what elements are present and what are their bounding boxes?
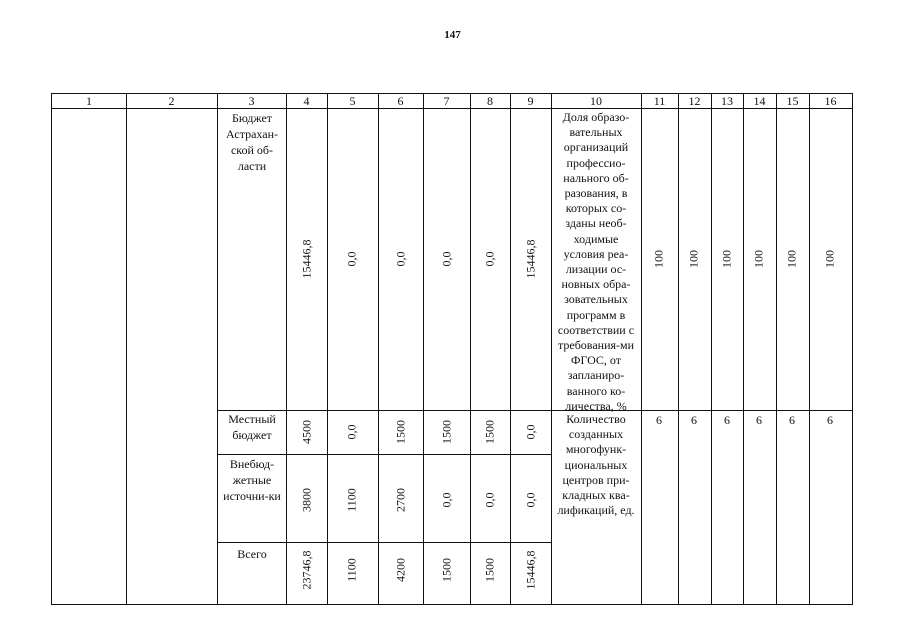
- budget-value: 0,0: [482, 492, 497, 508]
- header-cell: 15: [786, 94, 799, 108]
- header-cell: 4: [303, 94, 310, 108]
- col-divider: [217, 94, 218, 604]
- indicator-value: 100: [751, 250, 766, 268]
- header-cell: 6: [397, 94, 404, 108]
- header-cell: 12: [688, 94, 701, 108]
- funding-source: Внебюд-жетные источни-ки: [223, 457, 281, 503]
- budget-value: 0,0: [523, 492, 538, 508]
- budget-value: 3800: [299, 488, 314, 512]
- budget-value: 0,0: [523, 424, 538, 440]
- indicator-value: 6: [789, 413, 795, 427]
- col-divider: [286, 94, 287, 604]
- row-divider: [217, 410, 852, 411]
- indicator-value: 6: [656, 413, 662, 427]
- budget-value: 0,0: [344, 251, 359, 267]
- col-divider: [711, 94, 712, 604]
- col-divider: [678, 94, 679, 604]
- budget-value: 23746,8: [299, 550, 314, 590]
- indicator-text: Доля образо-вательных организаций профессио-нального об-разования, в которых со-зданы необ-ходимые условия реа-лизации ос-новных обра-зовательных программ в соответствии с требования-ми ФГОС, от запланиро-ванного ко-личества, %: [557, 110, 635, 413]
- budget-value: 1100: [344, 488, 359, 512]
- budget-value: 2700: [393, 488, 408, 512]
- header-cell: 2: [168, 94, 175, 108]
- row-divider: [217, 454, 551, 455]
- budget-value: 0,0: [393, 251, 408, 267]
- page-number: 147: [444, 29, 461, 41]
- budget-value: 1500: [439, 420, 454, 444]
- budget-value: 15446,8: [523, 550, 538, 590]
- budget-value: 15446,8: [523, 239, 538, 279]
- header-cell: 8: [487, 94, 493, 108]
- indicator-value: 6: [724, 413, 730, 427]
- col-divider: [423, 94, 424, 604]
- header-cell: 14: [753, 94, 766, 108]
- indicator-text: Количество созданных многофунк-циональных центров при-кладных ква-лификаций, ед.: [557, 412, 635, 518]
- col-divider: [743, 94, 744, 604]
- indicator-value: 6: [691, 413, 697, 427]
- budget-value: 1500: [439, 558, 454, 582]
- budget-value: 0,0: [482, 251, 497, 267]
- header-cell: 1: [86, 94, 92, 108]
- header-cell: 11: [653, 94, 666, 108]
- funding-source: Всего: [237, 547, 267, 561]
- col-divider: [641, 94, 642, 604]
- header-cell: 3: [248, 94, 255, 108]
- budget-value: 0,0: [439, 492, 454, 508]
- col-divider: [126, 94, 127, 604]
- indicator-value: 100: [686, 250, 701, 268]
- budget-value: 1500: [393, 420, 408, 444]
- budget-value: 1100: [344, 558, 359, 582]
- col-divider: [378, 94, 379, 604]
- indicator-value: 6: [756, 413, 762, 427]
- header-cell: 10: [590, 94, 602, 108]
- budget-value: 1500: [482, 558, 497, 582]
- budget-value: 1500: [482, 420, 497, 444]
- header-cell: 9: [527, 94, 534, 108]
- budget-value: 4200: [393, 558, 408, 582]
- row-divider: [217, 542, 551, 543]
- budget-value: 4500: [299, 420, 314, 444]
- funding-source: Бюджет Астрахан-ской об-ласти: [226, 111, 278, 173]
- indicator-value: 6: [827, 413, 833, 427]
- col-divider: [551, 94, 552, 604]
- budget-value: 0,0: [439, 251, 454, 267]
- header-cell: 7: [443, 94, 450, 108]
- indicator-value: 100: [784, 250, 799, 268]
- budget-value: 0,0: [344, 424, 359, 440]
- budget-table: [51, 93, 853, 605]
- header-cell: 16: [824, 94, 837, 108]
- col-divider: [809, 94, 810, 604]
- col-divider: [470, 94, 471, 604]
- budget-value: 15446,8: [299, 239, 314, 279]
- indicator-value: 100: [651, 250, 666, 268]
- funding-source: Местный бюджет: [228, 412, 276, 442]
- header-cell: 13: [721, 94, 733, 108]
- header-cell: 5: [349, 94, 356, 108]
- col-divider: [510, 94, 511, 604]
- indicator-value: 100: [719, 250, 734, 268]
- col-divider: [776, 94, 777, 604]
- col-divider: [327, 94, 328, 604]
- indicator-value: 100: [822, 250, 837, 268]
